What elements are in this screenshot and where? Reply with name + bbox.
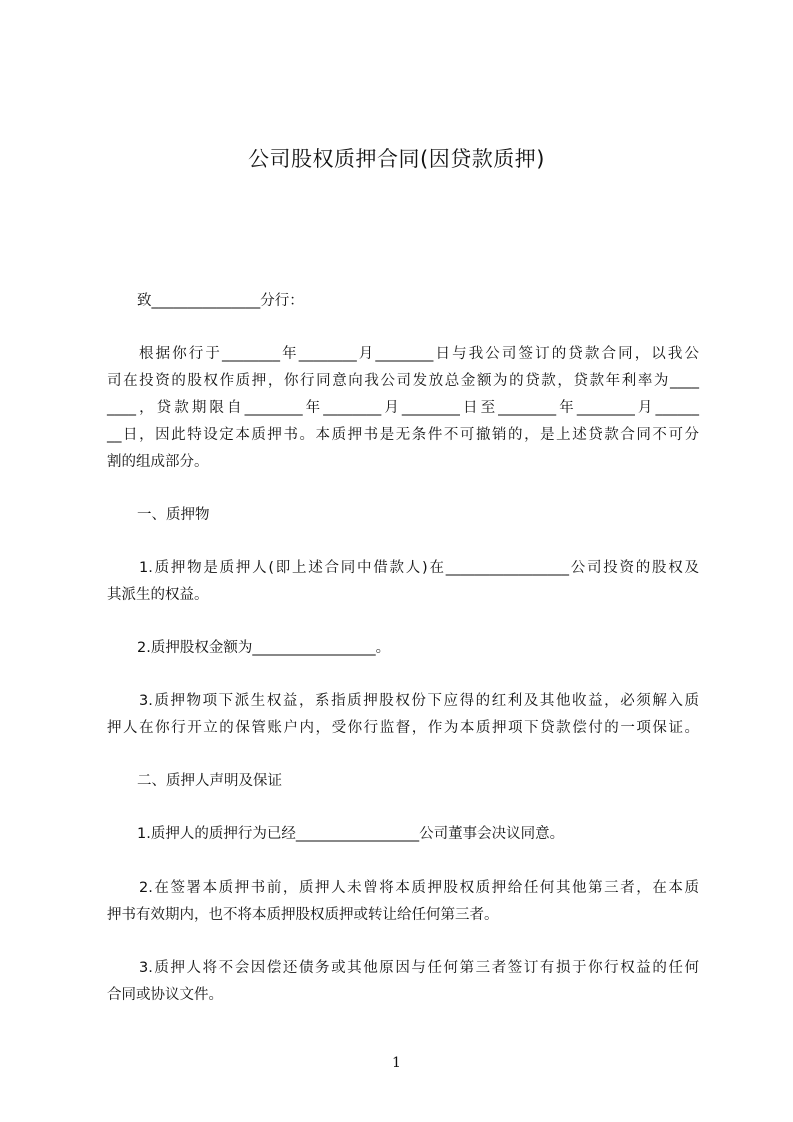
section-1-item-1-line-1: 1.质押物是质押人(即上述合同中借款人)在_________________公司投资的股权及 (139, 560, 699, 576)
section-2-item-1: 1.质押人的质押行为已经_________________公司董事会决议同意。 (137, 826, 565, 842)
section-1-item-3-line-1: 3.质押物项下派生权益，系指质押股权份下应得的红利及其他收益，必须解入质 (139, 693, 699, 709)
intro-line-1: 根据你行于________年________月________日与我公司签订的贷款合同，以我公 (139, 346, 699, 362)
section-1-heading: 一、质押物 (137, 507, 210, 523)
section-2-item-2-line-1: 2.在签署本质押书前，质押人未曾将本质押股权质押给任何其他第三者，在本质 (139, 880, 699, 896)
document-title: 公司股权质押合同(因贷款质押) (248, 147, 545, 171)
section-1-item-1-line-2: 其派生的权益。 (107, 587, 209, 603)
section-1-item-2: 2.质押股权金额为_________________。 (137, 640, 391, 656)
intro-line-5: 割的组成部分。 (107, 454, 209, 470)
intro-line-2: 司在投资的股权作质押，你行同意向我公司发放总金额为的贷款，贷款年利率为____ (107, 373, 699, 389)
section-2-item-2-line-2: 押书有效期内，也不将本质押股权质押或转让给任何第三者。 (107, 907, 499, 923)
intro-line-3: ____，贷款期限自________年________月________日至________年________月______ (107, 400, 699, 416)
section-2-item-3-line-1: 3.质押人将不会因偿还债务或其他原因与任何第三者签订有损于你行权益的任何 (139, 960, 699, 976)
intro-line-4: __日，因此特设定本质押书。本质押书是无条件不可撤销的，是上述贷款合同不可分 (107, 427, 699, 443)
section-1-item-3-line-2: 押人在你行开立的保管账户内，受你行监督，作为本质押项下贷款偿付的一项保证。 (107, 720, 699, 736)
section-2-heading: 二、质押人声明及保证 (137, 773, 282, 789)
addressee-line: 致_______________分行： (137, 293, 304, 309)
page-number: 1 (392, 1055, 401, 1071)
section-2-item-3-line-2: 合同或协议文件。 (107, 987, 223, 1003)
